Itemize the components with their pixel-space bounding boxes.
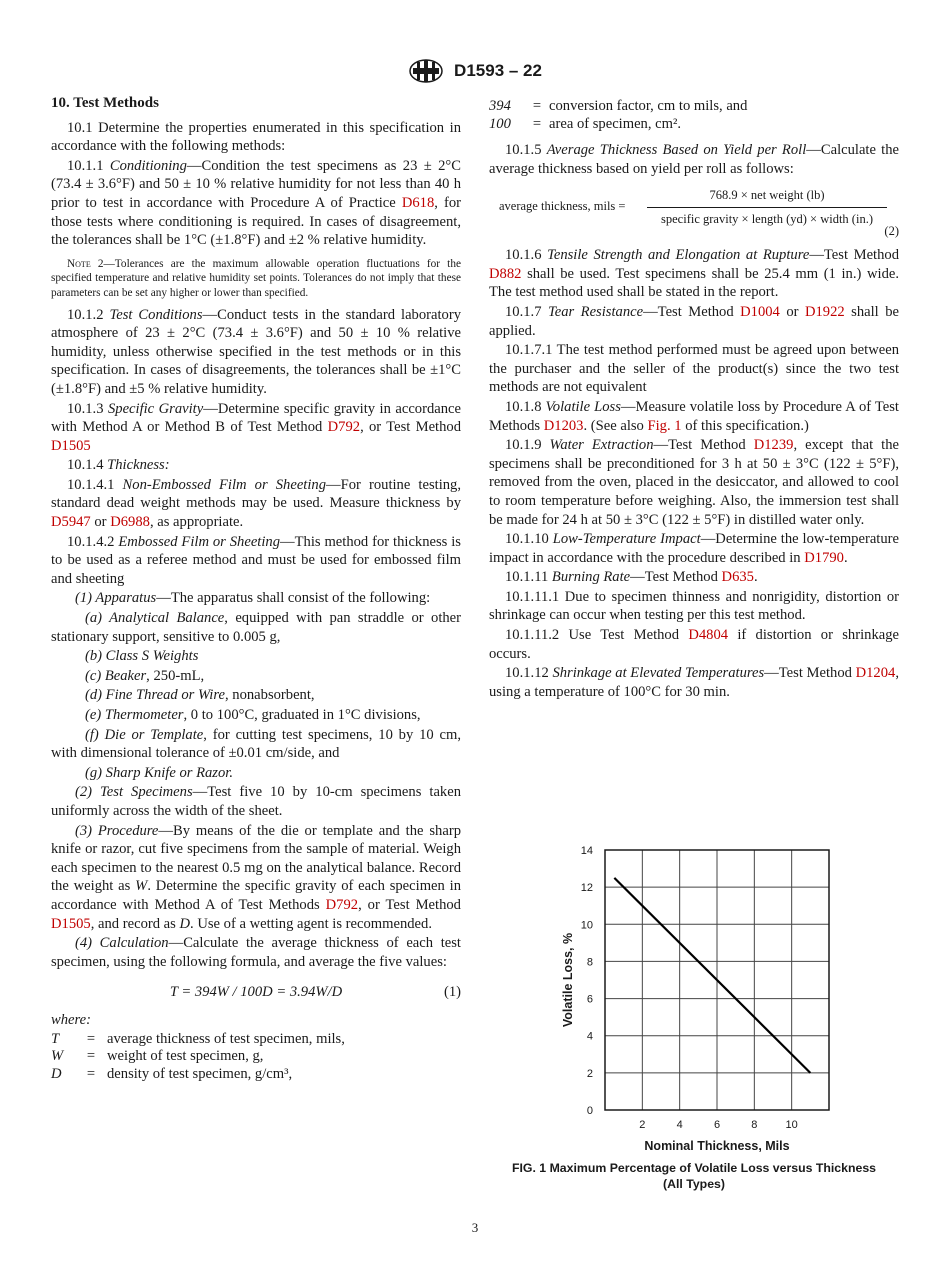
y-tick-label: 6 xyxy=(586,993,593,1006)
apparatus-c: (c) Beaker, 250-mL, xyxy=(85,667,205,684)
link-d6988[interactable]: D6988 xyxy=(110,514,150,531)
equation-2-label: average thickness, mils = xyxy=(499,199,626,214)
y-tick-label: 2 xyxy=(586,1067,593,1080)
apparatus-g: (g) Sharp Knife or Razor. xyxy=(85,764,233,781)
x-tick-label: 4 xyxy=(676,1119,683,1131)
link-d1004[interactable]: D1004 xyxy=(740,303,780,320)
astm-logo-icon xyxy=(408,58,444,84)
para-10-1-4: 10.1.4 Thickness: xyxy=(67,457,170,474)
link-d5947[interactable]: D5947 xyxy=(51,514,91,531)
x-tick-label: 8 xyxy=(751,1119,758,1131)
link-d635[interactable]: D635 xyxy=(721,569,754,586)
para-10-1-5: 10.1.5 Average Thickness Based on Yield per Roll—Calculate the average thickness based on yield per roll as follows: xyxy=(489,142,899,177)
x-tick-label: 6 xyxy=(713,1119,721,1131)
para-10-1-8: 10.1.8 Volatile Loss—Measure volatile loss by Procedure A of Test Methods D1203. (See also Fig. 1 of this specification.) xyxy=(489,398,899,434)
definition-row: 394 = conversion factor, cm to mils, and xyxy=(489,98,748,114)
link-d1203[interactable]: D1203 xyxy=(543,417,584,434)
link-d1922[interactable]: D1922 xyxy=(804,303,845,320)
note-2: Note 2—Tolerances are the maximum allowable operation fluctuations for the specified temperature and relative humidity set points. Tolerances do not imply that these parameters can be set any higher or lower than specified. xyxy=(51,257,461,299)
right-column xyxy=(489,98,899,702)
designation: D1593 – 22 xyxy=(454,61,542,80)
para-10-1-9: 10.1.9 Water Extraction—Test Method D1239, except that the specimens shall be preconditioned for 3 h at 50 ± 3°C (122 ± 5°F), removed from the oven, placed in the desiccator, and allowed to cool to room temperature before weighing. Also, the immersion test shall be made for 24 h at 50 ± 3°C (122 ± 5°F) in distilled water only. xyxy=(489,437,900,528)
para-10-1-2: 10.1.2 Test Conditions—Conduct tests in the standard laboratory atmosphere of 23 ± 2°C (73.4 ± 3.6°F) and 50 ± 10 % relative humidity, unless otherwise specified in the test methods or in this specification. In cases of disagreements, the tolerances shall be ±1°C (±1.8°F) and ±5 % relative humidity. xyxy=(51,306,461,397)
definition-row: T = average thickness of test specimen, mils, xyxy=(51,1030,345,1047)
apparatus-a: (a) Analytical Balance, equipped with pan straddle or other stationary support, sensitive to 0.005 g, xyxy=(51,610,462,645)
left-column xyxy=(51,94,461,1083)
link-d618[interactable]: D618 xyxy=(401,194,435,211)
test-specimens: (2) Test Specimens—Test five 10 by 10-cm specimens taken uniformly across the width of the sheet. xyxy=(51,784,461,819)
link-d882[interactable]: D882 xyxy=(489,265,522,282)
para-10-1-6: 10.1.6 Tensile Strength and Elongation at Rupture—Test Method D882 shall be used. Test specimens shall be 25.4 mm (1 in.) wide. The test method used shall be stated in the report. xyxy=(489,247,899,301)
link-d792[interactable]: D792 xyxy=(325,896,359,913)
variable-definitions xyxy=(51,1031,461,1084)
y-tick-label: 8 xyxy=(586,956,593,969)
y-tick-label: 10 xyxy=(580,919,593,932)
equation-1-text: T = 394W / 100D = 3.94W/D xyxy=(169,984,343,1001)
link-fig-1[interactable]: Fig. 1 xyxy=(647,417,682,434)
y-tick-label: 0 xyxy=(586,1105,593,1117)
apparatus-f: (f) Die or Template, for cutting test specimens, 10 by 10 cm, with dimensional tolerance of ±0.01 cm/side, and xyxy=(51,726,461,762)
equation-1 xyxy=(51,979,461,1005)
equation-1-number: (1) xyxy=(443,984,461,1001)
y-axis-label: Volatile Loss, % xyxy=(561,932,575,1028)
page-header xyxy=(0,58,950,84)
y-tick-label: 12 xyxy=(580,882,593,895)
para-10-1-11-1: 10.1.11.1 Due to specimen thinness and nonrigidity, distortion or shrinkage can occur when testing per this test method. xyxy=(489,588,899,624)
link-d1239[interactable]: D1239 xyxy=(753,437,794,454)
procedure: (3) Procedure—By means of the die or template and the sharp knife or razor, cut five specimens from the sample of material. Weigh each specimen to the nearest 0.5 mg on the analytical balance. Record the weight as W. Determine the specific gravity of each specimen in accordance with Method A of Test Methods D792, or Test Method D1505, and record as D. Use of a wetting agent is recommended. xyxy=(51,822,461,932)
equation-2-number: (2) xyxy=(884,224,899,239)
equation-2 xyxy=(489,184,899,242)
series-line xyxy=(614,878,810,1073)
figure-caption-line2: (All Types) xyxy=(663,1176,725,1191)
link-d1505[interactable]: D1505 xyxy=(51,437,91,454)
x-tick-label: 10 xyxy=(785,1119,798,1131)
para-10-1-11: 10.1.11 Burning Rate—Test Method D635. xyxy=(505,569,758,586)
apparatus-e: (e) Thermometer, 0 to 100°C, graduated in 1°C divisions, xyxy=(85,707,421,723)
apparatus: (1) Apparatus—The apparatus shall consist of the following: xyxy=(75,590,431,607)
para-10-1: 10.1 Determine the properties enumerated in this specification in accordance with the following methods: xyxy=(51,119,461,155)
page-number: 3 xyxy=(471,1220,479,1235)
section-heading: 10. Test Methods xyxy=(51,95,159,111)
apparatus-d: (d) Fine Thread or Wire, nonabsorbent, xyxy=(85,687,315,704)
para-10-1-7: 10.1.7 Tear Resistance—Test Method D1004 or D1922 shall be applied. xyxy=(489,303,899,339)
figure-caption xyxy=(489,1161,899,1192)
para-10-1-3: 10.1.3 Specific Gravity—Determine specific gravity in accordance with Method A or Method B of Test Method D792, or Test Method D1505 xyxy=(51,400,461,454)
para-10-1-10: 10.1.10 Low-Temperature Impact—Determine the low-temperature impact in accordance with the procedure described in D1790. xyxy=(489,531,899,566)
link-d1204[interactable]: D1204 xyxy=(855,665,896,682)
equation-2-denominator: specific gravity × length (yd) × width (in.) xyxy=(661,211,873,226)
y-tick-label: 4 xyxy=(586,1030,593,1043)
para-10-1-11-2: 10.1.11.2 Use Test Method D4804 if distortion or shrinkage occurs. xyxy=(489,627,899,662)
para-10-1-4-2: 10.1.4.2 Embossed Film or Sheeting—This method for thickness is to be used as a referee method and must be used for embossed film and sheeting xyxy=(51,533,461,587)
equation-2-numerator: 768.9 × net weight (lb) xyxy=(647,186,887,208)
definition-row: D = density of test specimen, g/cm³, xyxy=(51,1065,293,1082)
definition-row: W = weight of test specimen, g, xyxy=(51,1048,264,1065)
para-10-1-12: 10.1.12 Shrinkage at Elevated Temperatures—Test Method D1204, using a temperature of 100°C for 30 min. xyxy=(489,665,899,700)
link-d4804[interactable]: D4804 xyxy=(688,627,729,644)
apparatus-b: (b) Class S Weights xyxy=(85,648,199,665)
x-axis-label: Nominal Thickness, Mils xyxy=(644,1139,790,1153)
para-10-1-1: 10.1.1 Conditioning—Condition the test specimens as 23 ± 2°C (73.4 ± 3.6°F) and 50 ± 10 % relative humidity for not less than 40 h prior to test in accordance with Procedure A of Practice D618, for those tests where conditioning is required. In cases of disagreement, the tolerances shall be 1°C (±1.8°F) and ±2 % relative humidity. xyxy=(51,157,461,249)
volatile-loss-chart xyxy=(548,838,848,1158)
para-10-1-7-1: 10.1.7.1 The test method performed must be agreed upon between the purchaser and the seller of the product(s) since the two test methods are not equivalent xyxy=(489,342,899,396)
equation-2-fraction xyxy=(647,186,887,228)
definition-row: 100 = area of specimen, cm². xyxy=(489,115,682,132)
link-d1790[interactable]: D1790 xyxy=(804,549,844,566)
link-d1505[interactable]: D1505 xyxy=(51,915,91,932)
link-d792[interactable]: D792 xyxy=(327,419,361,436)
y-tick-label: 14 xyxy=(580,845,593,857)
figure-caption-line1: FIG. 1 Maximum Percentage of Volatile Loss versus Thickness xyxy=(511,1161,877,1175)
x-tick-label: 2 xyxy=(639,1119,646,1131)
where-label: where: xyxy=(51,1012,91,1029)
variable-definitions-cont xyxy=(489,98,899,133)
para-10-1-4-1: 10.1.4.1 Non-Embossed Film or Sheeting—For routine testing, standard dead weight methods may be used. Measure thickness by D5947 or D6988, as appropriate. xyxy=(51,476,461,531)
calculation: (4) Calculation—Calculate the average thickness of each test specimen, using the following formula, and average the five values: xyxy=(51,935,461,970)
